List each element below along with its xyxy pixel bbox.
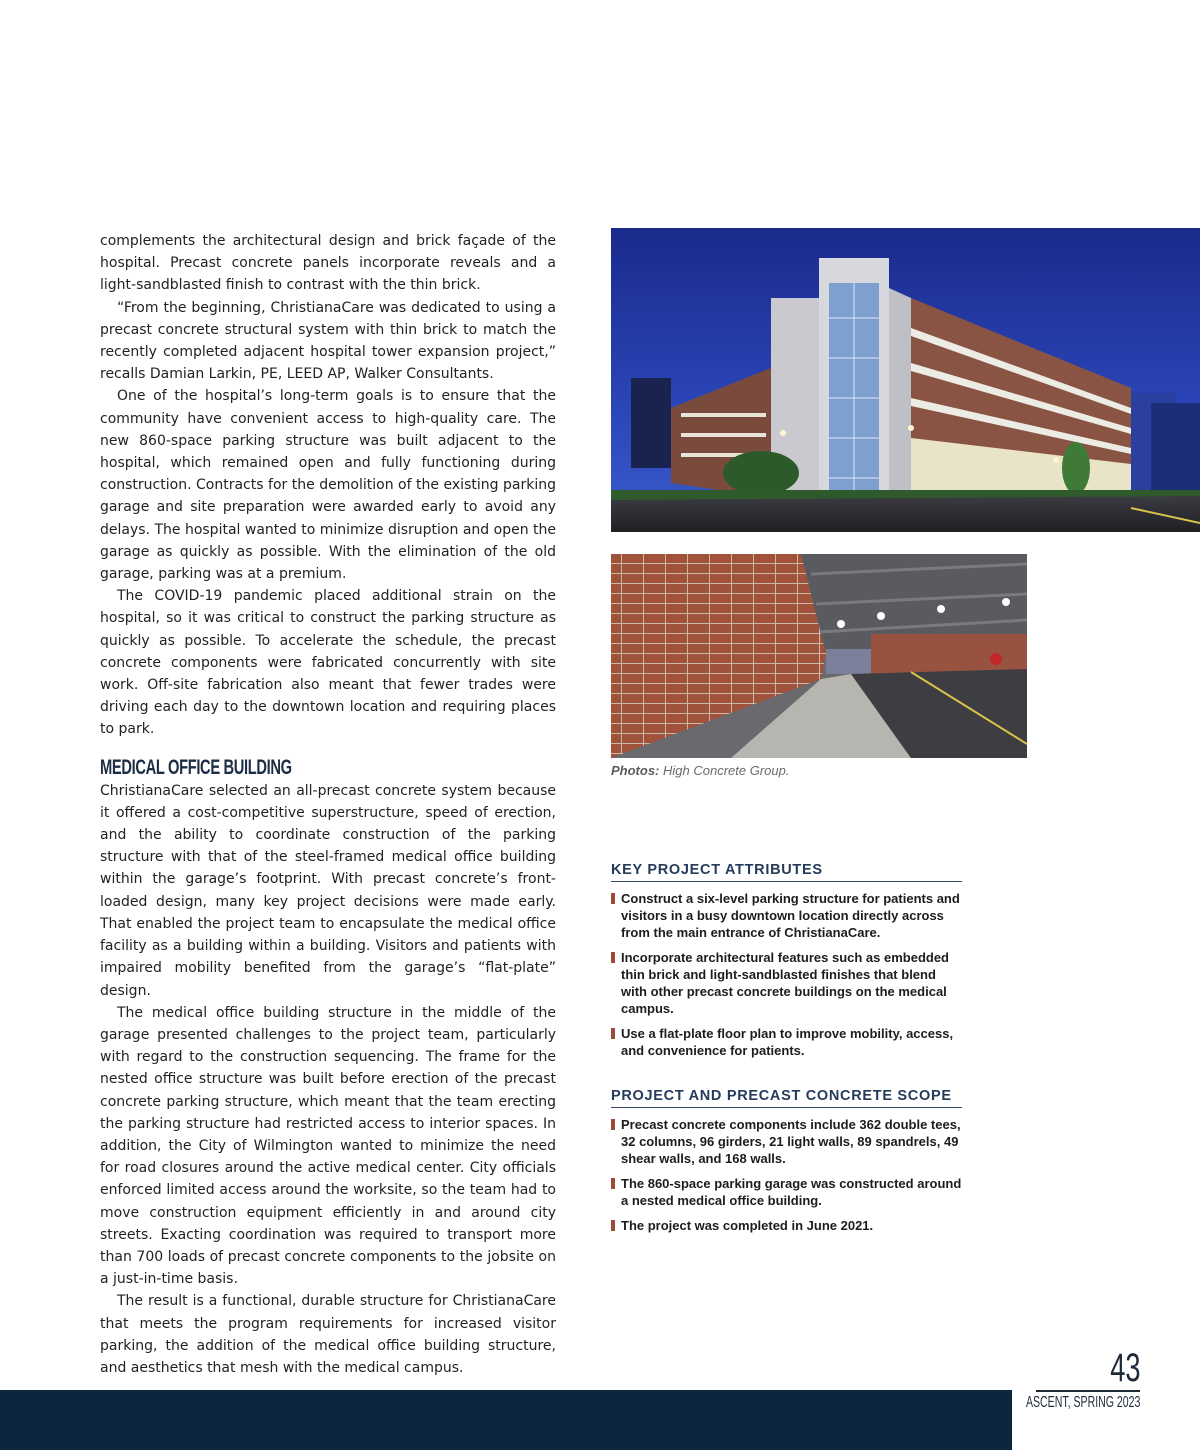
section-heading: MEDICAL OFFICE BUILDING	[100, 755, 292, 779]
list-item	[611, 890, 962, 941]
article-paragraph: complements the architectural design and brick façade of the hospital. Precast concrete panels incorporate reveals and a light-sandblasted finish to contrast with the thin brick.	[100, 233, 556, 294]
photo-credit-text: High Concrete Group.	[663, 763, 790, 778]
garage-exterior-photo	[611, 228, 1200, 532]
list-item	[611, 949, 962, 1017]
project-scope-list	[611, 1116, 962, 1234]
list-item	[611, 1116, 962, 1167]
list-item	[611, 1217, 962, 1234]
bullet-marker-icon	[611, 952, 615, 963]
list-item-text: The project was completed in June 2021.	[621, 1218, 874, 1233]
list-item-text: Use a flat-plate floor plan to improve mobility, access, and convenience for patients.	[621, 1026, 954, 1058]
list-item-text: The 860-space parking garage was constructed around a nested medical office building.	[621, 1176, 962, 1208]
bullet-marker-icon	[611, 1220, 615, 1231]
list-item	[611, 1025, 962, 1059]
garage-interior-photo	[611, 554, 1027, 758]
page-number-rule	[1036, 1390, 1140, 1392]
key-attributes-list	[611, 890, 962, 1059]
article-body	[100, 230, 556, 1379]
photo-credit-label: Photos:	[611, 763, 660, 778]
article-paragraph: The COVID-19 pandemic placed additional strain on the hospital, so it was critical to construct the parking structure as quickly as possible. To accelerate the schedule, the precast concrete components were fabricated concurrently with site work. Off-site fabrication also meant that fewer trades were driving each day to the downtown location and requiring places to park.	[100, 588, 556, 738]
list-item-text: Construct a six-level parking structure for patients and visitors in a busy downtown location directly across from the main entrance of ChristianaCare.	[621, 891, 960, 940]
project-scope-box	[611, 1088, 962, 1242]
bullet-marker-icon	[611, 1178, 615, 1189]
article-paragraph: The medical office building structure in the middle of the garage presented challenges to the project team, particularly with regard to the construction sequencing. The frame for the nested office structure was built before erection of the precast concrete parking structure, which meant that the team erecting the parking structure had restricted access to interior spaces. In addition, the City of Wilmington wanted to minimize the need for road closures around the active medical center. City officials enforced limited access around the worksite, so the team had to move construction equipment efficiently in and around city streets. Exacting coordination was required to transport more than 700 loads of precast concrete components to the jobsite on a just-in-time basis.	[100, 1004, 556, 1288]
bullet-marker-icon	[611, 1119, 615, 1130]
bullet-marker-icon	[611, 1028, 615, 1039]
issue-label: ASCENT, SPRING 2023	[1025, 1394, 1140, 1411]
article-paragraph: One of the hospital’s long-term goals is to ensure that the community have convenient access to high-quality care. The new 860-space parking structure was built adjacent to the hospital, which remained open and fully functioning during construction. Contracts for the demolition of the existing parking garage and site preparation were awarded early to avoid any delays. The hospital wanted to minimize disruption and open the garage as quickly as possible. With the elimination of the old garage, parking was at a premium.	[100, 388, 556, 583]
page-number: 43	[1109, 1346, 1140, 1390]
photo-credit	[611, 763, 789, 778]
footer-bar	[0, 1390, 1012, 1450]
article-paragraph: “From the beginning, ChristianaCare was dedicated to using a precast concrete structural system with thin brick to match the recently completed adjacent hospital tower expansion project,” recalls Damian Larkin, PE, LEED AP, Walker Consultants.	[100, 299, 556, 383]
article-paragraph: The result is a functional, durable structure for ChristianaCare that meets the program requirements for increased visitor parking, the addition of the medical office building structure, and aesthetics that mesh with the medical campus.	[100, 1293, 556, 1376]
list-item-text: Incorporate architectural features such as embedded thin brick and light-sandblasted finishes that blend with other precast concrete buildings on the medical campus.	[621, 950, 949, 1016]
list-item	[611, 1175, 962, 1209]
key-attributes-box	[611, 862, 962, 1067]
list-item-text: Precast concrete components include 362 double tees, 32 columns, 96 girders, 21 light walls, 89 spandrels, 49 shear walls, and 168 walls.	[621, 1117, 961, 1166]
key-attributes-title: KEY PROJECT ATTRIBUTES	[611, 862, 962, 882]
article-paragraph: ChristianaCare selected an all-precast concrete system because it offered a cost-competitive superstructure, speed of erection, and the ability to coordinate construction of the parking structure with that of the steel-framed medical office building within the garage’s footprint. With precast concrete’s front-loaded design, many key project decisions were made early. That enabled the project team to encapsulate the medical office facility as a building within a building. Visitors and patients with impaired mobility benefited from the garage’s “flat-plate” design.	[100, 782, 556, 999]
project-scope-title: PROJECT AND PRECAST CONCRETE SCOPE	[611, 1088, 962, 1108]
bullet-marker-icon	[611, 893, 615, 904]
